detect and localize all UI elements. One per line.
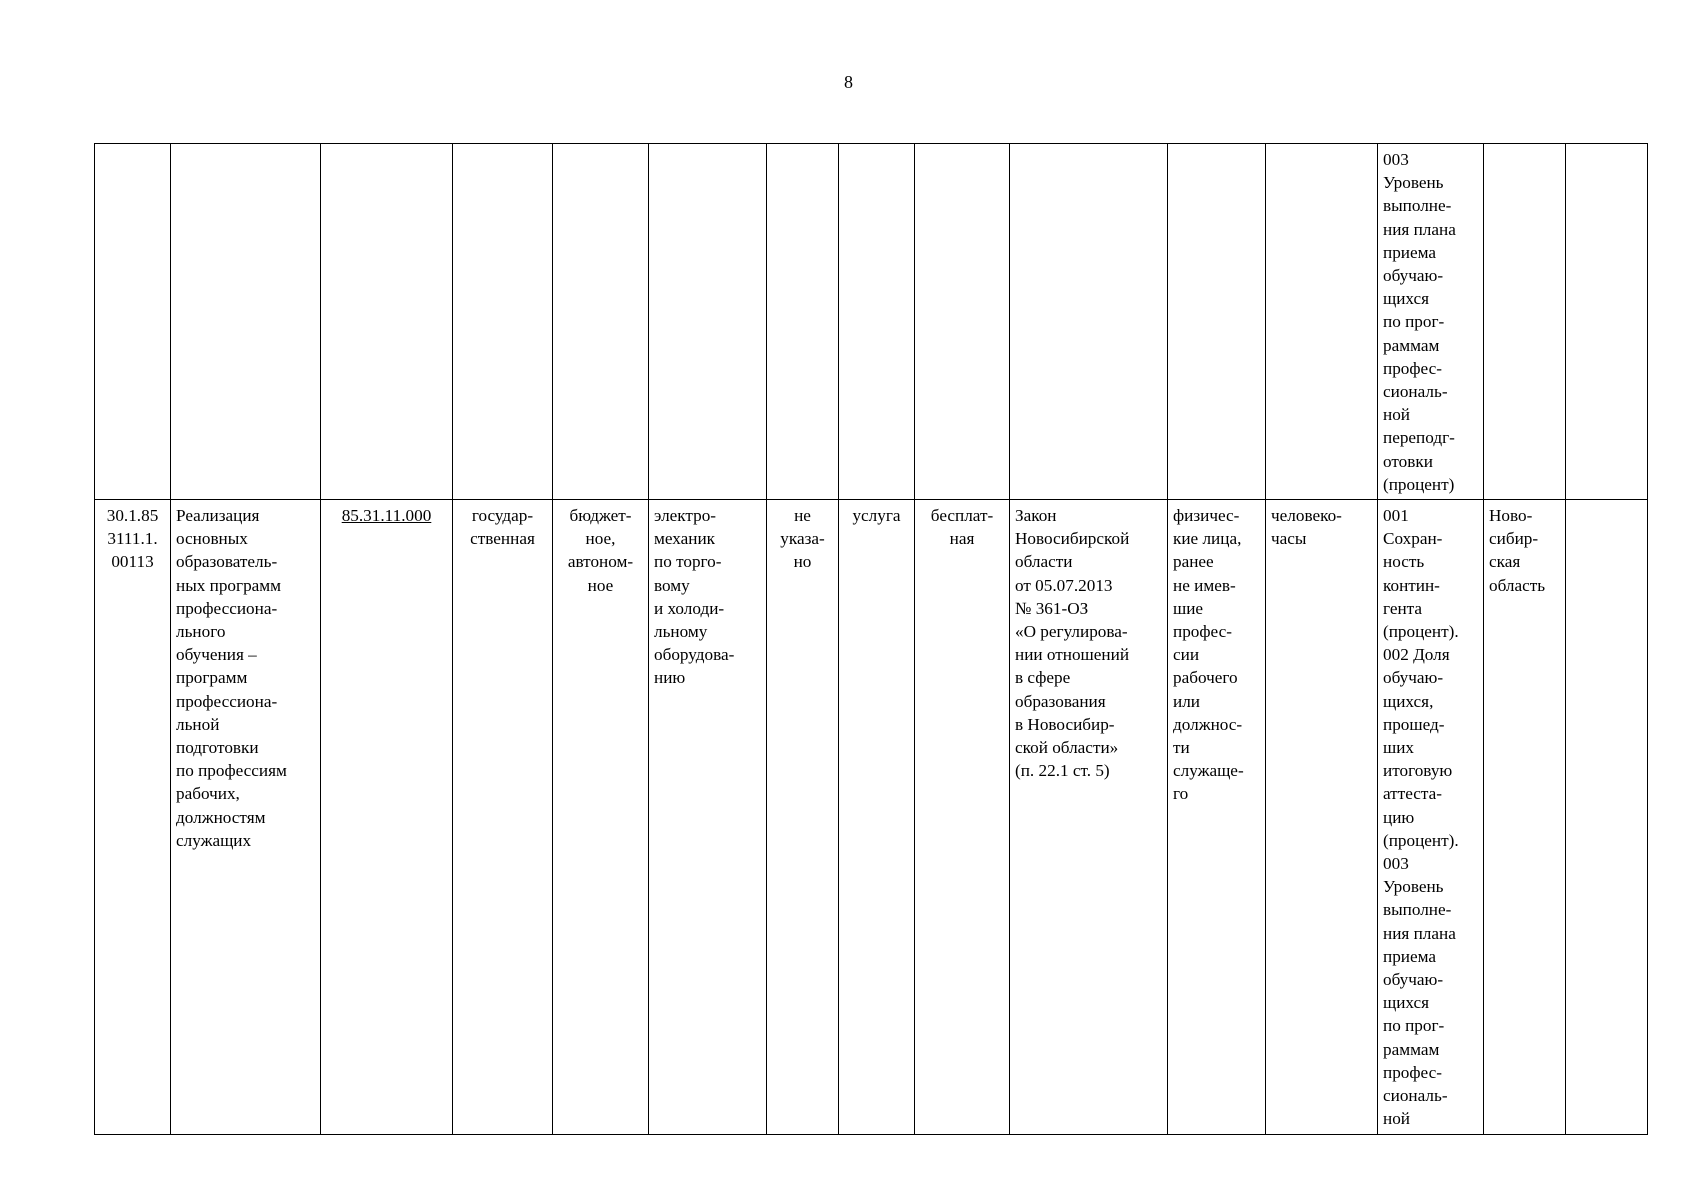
cell-consumers — [1168, 144, 1266, 500]
cell-legal-basis — [1010, 144, 1168, 500]
cell-extra — [1566, 144, 1648, 500]
cell-institution-type — [553, 144, 649, 500]
table-row — [95, 500, 1648, 1135]
services-table — [94, 143, 1648, 1135]
cell-institution-type: бюджет- ное, автоном- ное — [553, 500, 649, 1135]
cell-okved-code[interactable]: 85.31.11.000 — [321, 500, 453, 1135]
cell-registry-number: 30.1.85 3111.1. 00113 — [95, 500, 171, 1135]
cell-extra — [1566, 500, 1648, 1135]
cell-legal-basis: Закон Новосибирской области от 05.07.2013 № 361-ОЗ «О регулирова- нии отношений в сфере образования в Новосибир- ской области» (п. 22.1 ст. 5) — [1010, 500, 1168, 1135]
cell-profession: электро- механик по торго- вому и холоди- льному оборудова- нию — [649, 500, 767, 1135]
cell-profession — [649, 144, 767, 500]
cell-kind: услуга — [839, 500, 915, 1135]
cell-service-name — [171, 144, 321, 500]
cell-payment: бесплат- ная — [915, 500, 1010, 1135]
cell-form: не указа- но — [767, 500, 839, 1135]
cell-kind — [839, 144, 915, 500]
cell-service-name: Реализация основных образователь- ных программ профессиона- льного обучения – программ профессиона- льной подготовки по профессиям рабочих, должностям служащих — [171, 500, 321, 1135]
cell-payment — [915, 144, 1010, 500]
table-row — [95, 144, 1648, 500]
cell-okved-code — [321, 144, 453, 500]
cell-ownership — [453, 144, 553, 500]
cell-quality-indicators: 001 Сохран- ность контин- гента (процент). 002 Доля обучаю- щихся, прошед- ших итоговую аттеста- цию (процент). 003 Уровень выполне- ния плана приема обучаю- щихся по прог- раммам профес- сиональ- ной — [1378, 500, 1484, 1135]
cell-region — [1484, 144, 1566, 500]
cell-consumers: физичес- кие лица, ранее не имев- шие профес- сии рабочего или должнос- ти служаще- го — [1168, 500, 1266, 1135]
page-number: 8 — [844, 72, 853, 92]
cell-form — [767, 144, 839, 500]
cell-region: Ново- сибир- ская область — [1484, 500, 1566, 1135]
cell-registry-number — [95, 144, 171, 500]
cell-quality-indicators: 003 Уровень выполне- ния плана приема обучаю- щихся по прог- раммам профес- сиональ- ной переподг- отовки (процент) — [1378, 144, 1484, 500]
cell-volume-indicator: человеко- часы — [1266, 500, 1378, 1135]
cell-volume-indicator — [1266, 144, 1378, 500]
cell-ownership: государ- ственная — [453, 500, 553, 1135]
